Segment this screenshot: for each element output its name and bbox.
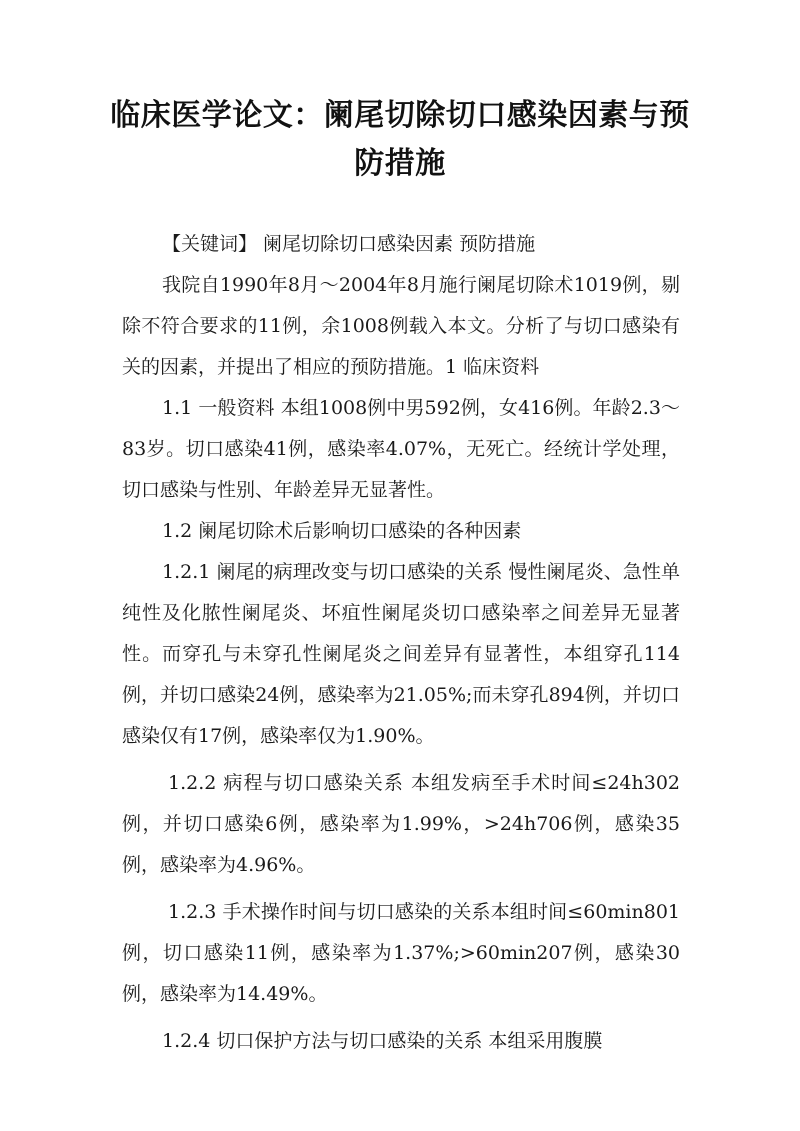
document-title: 临床医学论文：阑尾切除切口感染因素与预防措施 [110,98,690,181]
keywords-paragraph: 【关键词】 阑尾切除切口感染因素 预防措施 [162,233,536,255]
intro-paragraph: 我院自1990年8月～2004年8月施行阑尾切除术1019例，剔除不符合要求的11例，余1008例载入本文。分析了与切口感染有关的因素，并提出了相应的预防措施。1 临床资料 [122,274,680,378]
document-body [122,224,680,1062]
section-1-2-3-paragraph: 1.2.3 手术操作时间与切口感染的关系本组时间≤60min801例，切口感染11例，感染率为1.37%;>60min207例，感染30例，感染率为14.49%。 [122,901,680,1005]
section-1-2-1-paragraph: 1.2.1 阑尾的病理改变与切口感染的关系 慢性阑尾炎、急性单纯性及化脓性阑尾炎、坏疽性阑尾炎切口感染率之间差异无显著性。而穿孔与未穿孔性阑尾炎之间差异有显著性，本组穿孔114例，并切口感染24例，感染率为21.05%;而未穿孔894例，并切口感染仅有17例，感染率仅为1.90%。 [122,561,680,747]
section-1-1-paragraph: 1.1 一般资料 本组1008例中男592例，女416例。年龄2.3～83岁。切口感染41例，感染率4.07%，无死亡。经统计学处理，切口感染与性别、年龄差异无显著性。 [122,397,680,501]
section-1-2-4-paragraph: 1.2.4 切口保护方法与切口感染的关系 本组采用腹膜 [162,1030,603,1052]
section-1-2-heading: 1.2 阑尾切除术后影响切口感染的各种因素 [162,520,522,542]
section-1-2-2-paragraph: 1.2.2 病程与切口感染关系 本组发病至手术时间≤24h302例，并切口感染6例，感染率为1.99%，>24h706例，感染35例，感染率为4.96%。 [122,772,680,876]
